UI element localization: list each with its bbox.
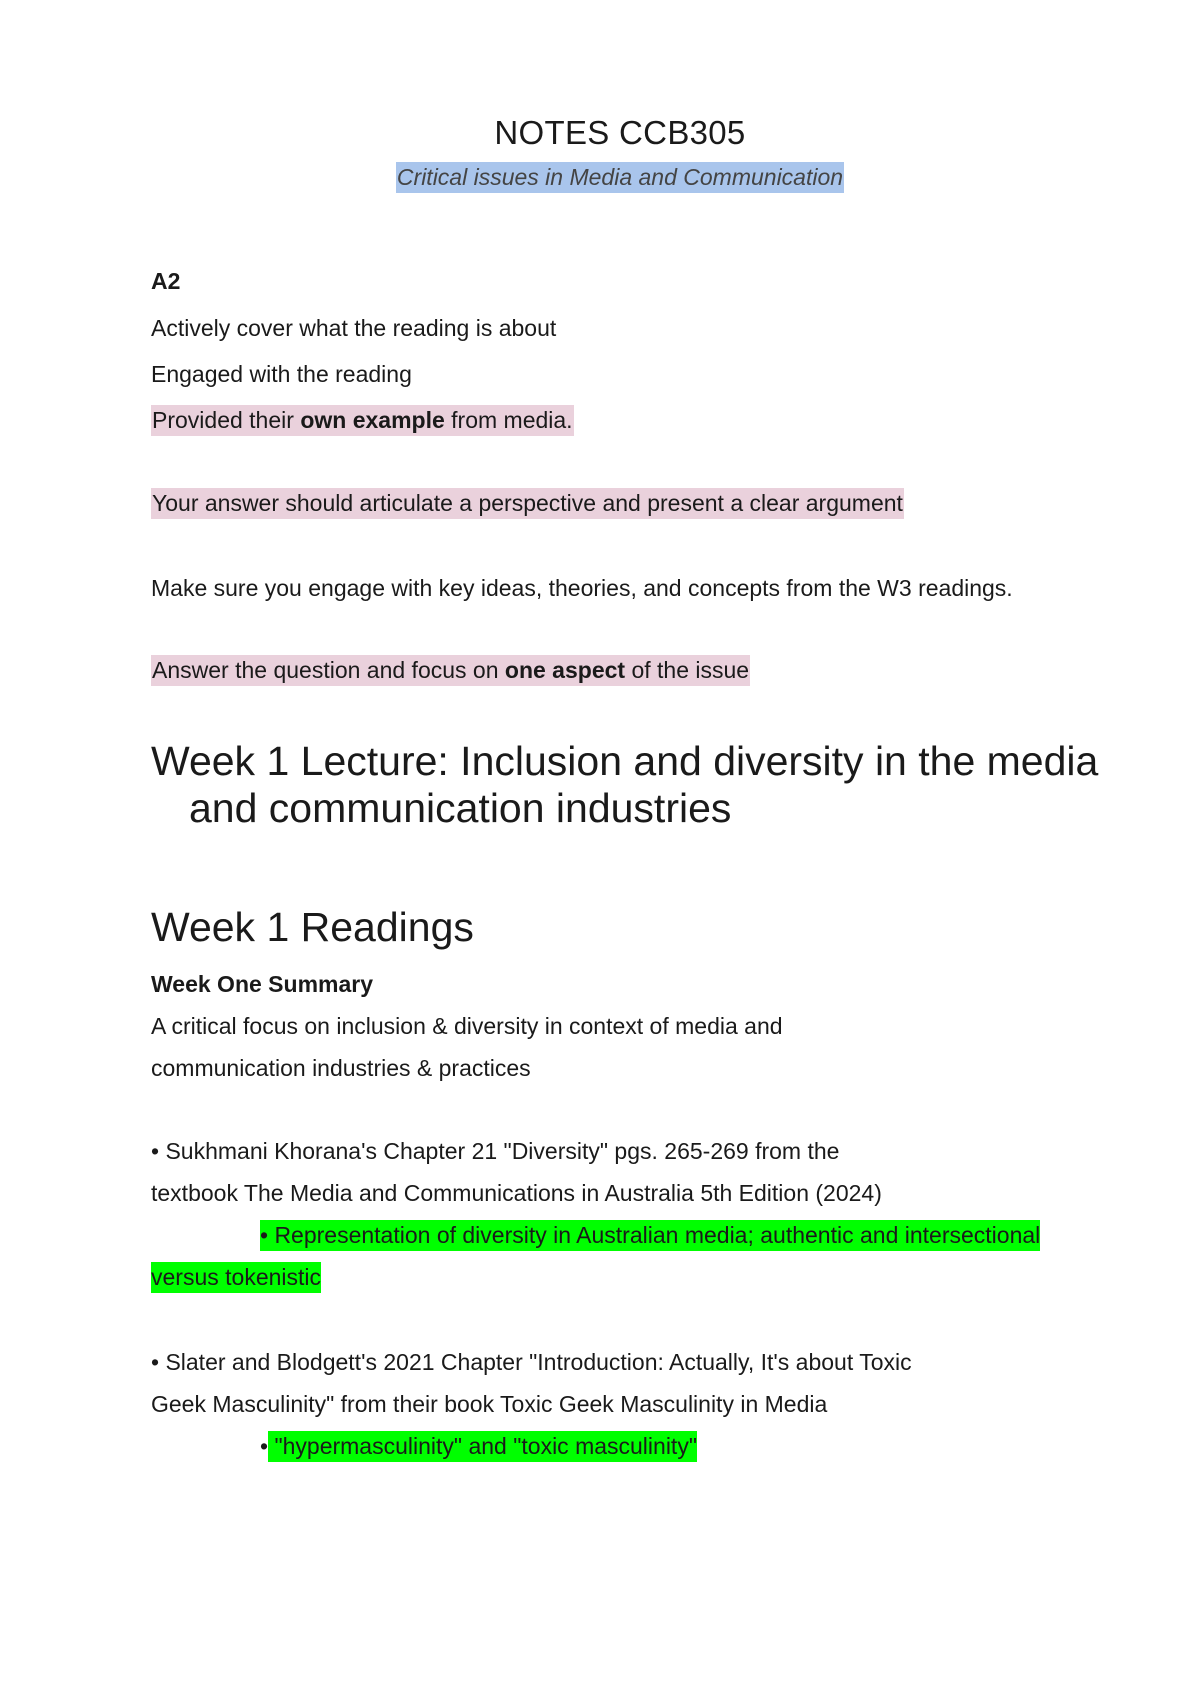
- reading-item-1-sub-line-2-text: versus tokenistic: [151, 1262, 321, 1293]
- reading-item-1-sub-line-1-text: • Representation of diversity in Australian media; authentic and intersectional: [260, 1220, 1040, 1251]
- document-title: NOTES CCB305: [494, 114, 746, 151]
- a2-line-3-pre: Provided their: [152, 407, 301, 433]
- reading-item-1-sub-line-2: [151, 1264, 321, 1291]
- reading-item-1-line-2: textbook The Media and Communications in Australia 5th Edition (2024): [151, 1180, 882, 1206]
- a2-line-4: [151, 490, 904, 517]
- a2-line-3-highlight: [151, 405, 574, 436]
- a2-line-2: Engaged with the reading: [151, 361, 412, 387]
- reading-item-2-line-1: • Slater and Blodgett's 2021 Chapter "Introduction: Actually, It's about Toxic: [151, 1349, 912, 1375]
- week1-lecture-heading: [151, 738, 1098, 832]
- reading-item-2-sub-text: "hypermasculinity" and "toxic masculinity": [268, 1431, 697, 1462]
- a2-line-3: [151, 407, 574, 434]
- a2-line-5: Make sure you engage with key ideas, theories, and concepts from the W3 readings.: [151, 575, 1013, 601]
- a2-line-6-highlight: [151, 655, 750, 686]
- week1-lecture-heading-line-1: Week 1 Lecture: Inclusion and diversity in the media: [151, 738, 1099, 784]
- week1-lecture-heading-line-2: and communication industries: [189, 785, 732, 831]
- a2-line-6-bold: one aspect: [504, 657, 626, 683]
- reading-item-1-sub-line-1: [260, 1222, 1040, 1249]
- summary-line-2: communication industries & practices: [151, 1055, 531, 1081]
- reading-item-2-line-2: Geek Masculinity" from their book Toxic Geek Masculinity in Media: [151, 1391, 828, 1417]
- a2-line-6: [151, 657, 750, 684]
- week1-readings-heading: Week 1 Readings: [151, 904, 474, 950]
- a2-line-6-pre: Answer the question and focus on: [152, 657, 505, 683]
- a2-heading: A2: [151, 268, 181, 294]
- a2-line-6-post: of the issue: [625, 657, 750, 683]
- summary-line-1: A critical focus on inclusion & diversity in context of media and: [151, 1013, 783, 1039]
- reading-item-2-sub-line: [260, 1433, 697, 1460]
- document-subtitle: [0, 164, 1200, 191]
- week-one-summary-heading: Week One Summary: [151, 971, 374, 997]
- a2-line-4-text: Your answer should articulate a perspective and present a clear argument: [151, 488, 904, 519]
- a2-line-3-post: from media.: [444, 407, 573, 433]
- a2-line-3-bold: own example: [300, 407, 445, 433]
- subtitle-text: Critical issues in Media and Communication: [396, 162, 844, 193]
- reading-item-2-sub-bullet: •: [260, 1433, 269, 1459]
- a2-line-1: Actively cover what the reading is about: [151, 315, 557, 341]
- reading-item-1-line-1: • Sukhmani Khorana's Chapter 21 "Diversity" pgs. 265-269 from the: [151, 1138, 840, 1164]
